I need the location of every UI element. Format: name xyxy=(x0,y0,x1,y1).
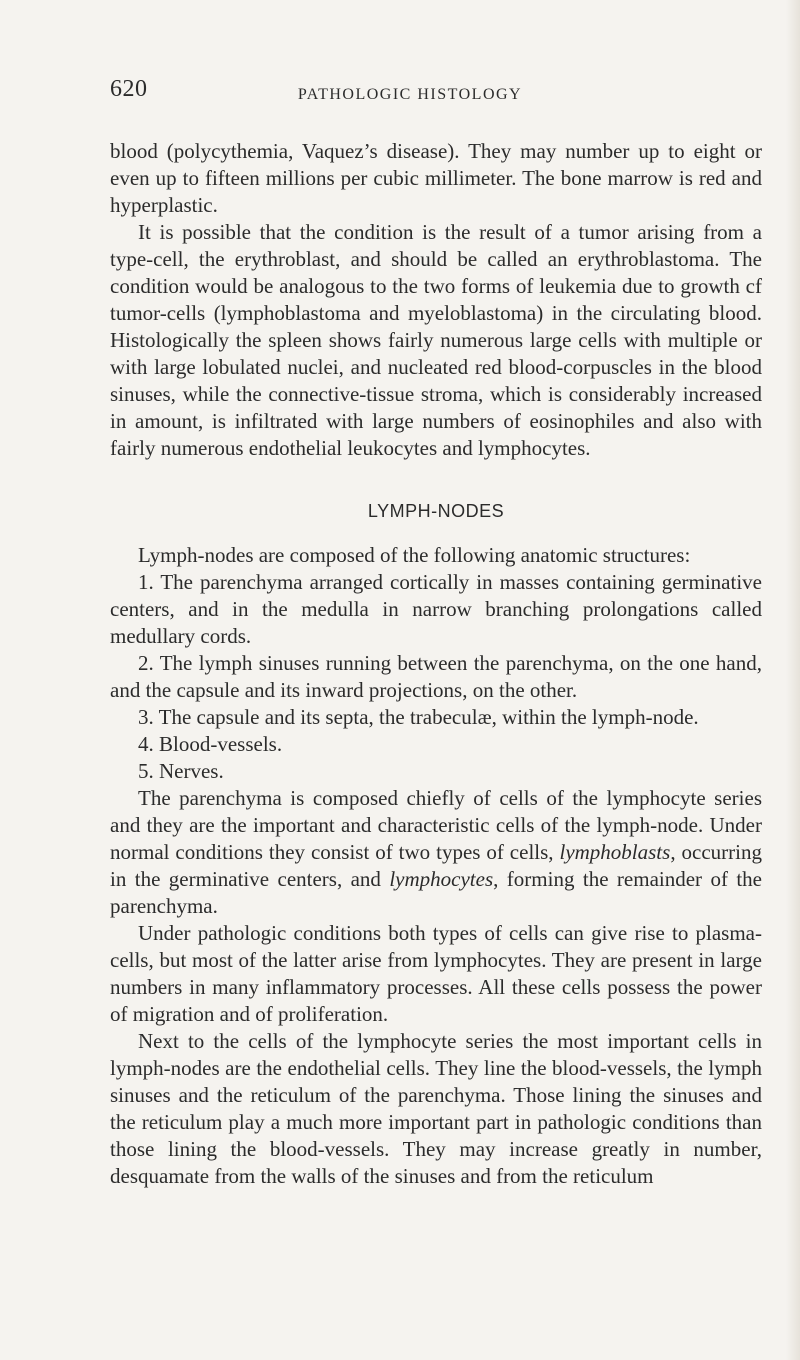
list-item: 5. Nerves. xyxy=(138,759,224,783)
running-head: PATHOLOGIC HISTOLOGY xyxy=(297,86,523,103)
paragraph-endothelial: Next to the cells of the lymphocyte series the most important cells in lymph-nodes are the endothelial cells. They line the blood-vessels, the lymph sinuses and the reticulum of the parenchyma. Those lining the sinuses and the reticulum play a much more important part in pathologic conditions than those lining the blood-vessels. They may increase greatly in number, desquamate from the walls of the sinuses and from the reticulum xyxy=(110,1029,762,1188)
paragraph-parenchyma xyxy=(110,785,762,920)
page-header xyxy=(110,76,710,116)
term-lymphocytes: lymphocytes xyxy=(389,867,494,891)
page-number: 620 xyxy=(110,76,148,102)
section-title: LYMPH-NODES xyxy=(367,501,505,521)
paragraph-erythroblastoma: It is possible that the condition is the result of a tumor arising from a type-cell, the erythroblast, and should be called an erythroblastoma. The condition would be analogous to the two forms of leukemia due to growth cf tumor-cells (lymphoblastoma and myeloblastoma) in the circulating blood. Histologically the spleen shows fairly numerous large cells with multiple or with large lobulated nuclei, and nucleated red blood-corpuscles in the blood sinuses, while the connective-tissue stroma, which is considerably increased in amount, is infiltrated with large numbers of eosinophiles and also with fairly numerous endothelial leukocytes and lymphocytes. xyxy=(110,220,762,460)
section-intro: Lymph-nodes are composed of the following anatomic structures: xyxy=(138,543,691,567)
list-item: 2. The lymph sinuses running between the parenchyma, on the one hand, and the capsule and its inward projections, on the other. xyxy=(110,651,762,702)
list-item: 3. The capsule and its septa, the trabeculæ, within the lymph-node. xyxy=(138,705,699,729)
paragraph-continuation: blood (polycythemia, Vaquez’s disease). They may number up to eight or even up to fifteen millions per cubic millimeter. The bone marrow is red and hyperplastic. xyxy=(110,139,762,217)
text-run: The parenchyma is composed chiefly of cells of the lymphocyte series and they are the important and characteristic cells of the lymph-node. Under normal conditions they consist of two types of cells, xyxy=(110,786,762,864)
term-lymphoblasts: lymphoblasts xyxy=(559,840,671,864)
text-run: , forming the remainder of the parenchyma. xyxy=(110,867,762,918)
page-edge-shadow xyxy=(786,0,800,1360)
paragraph-pathologic: Under pathologic conditions both types of cells can give rise to plasma-cells, but most of the latter arise from lymphocytes. They are present in large numbers in many inflammatory processes. All these cells possess the power of migration and of proliferation. xyxy=(110,921,762,1026)
list-item: 1. The parenchyma arranged cortically in masses containing germinative centers, and in the medulla in narrow branching prolongations called medullary cords. xyxy=(110,570,762,648)
list-item: 4. Blood-vessels. xyxy=(138,732,283,756)
page-body xyxy=(110,138,762,1190)
text-run: , occurring in the germinative centers, and xyxy=(110,840,762,891)
